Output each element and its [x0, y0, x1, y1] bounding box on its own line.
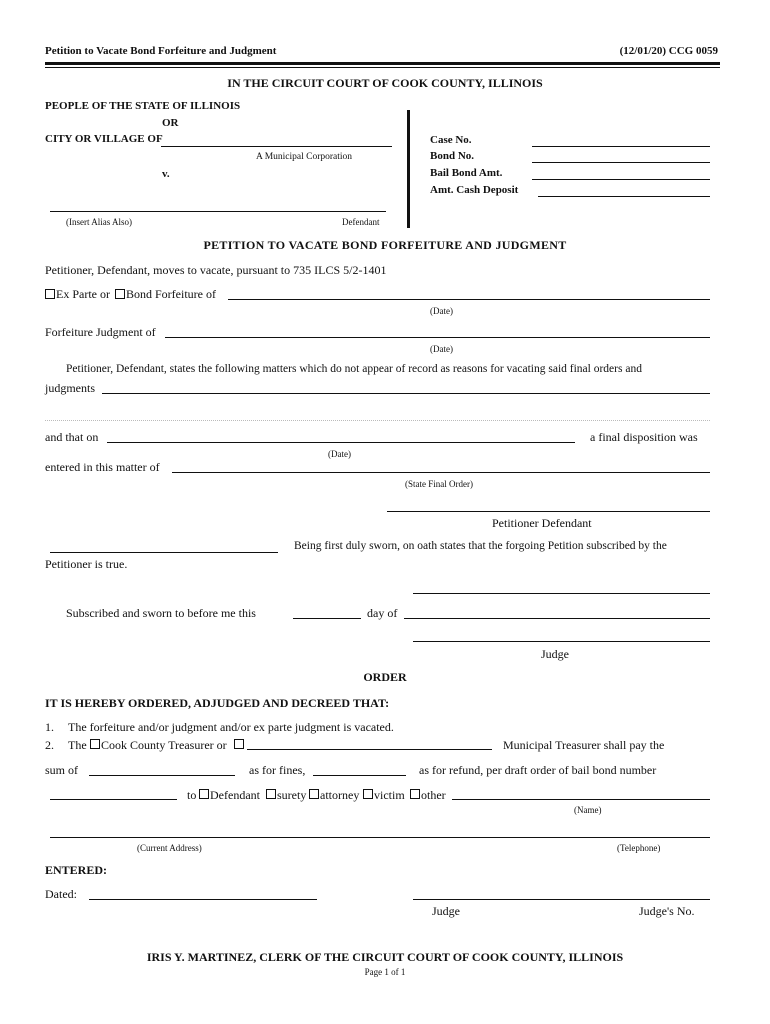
- caption-municipal: A Municipal Corporation: [256, 152, 353, 162]
- judgments-label: judgments: [45, 381, 95, 395]
- caption-divider: [407, 110, 410, 228]
- header-rule-thick: [45, 62, 720, 65]
- petitioner-true: Petitioner is true.: [45, 557, 128, 571]
- payee-victim-label: victim: [374, 788, 405, 802]
- caption-alias: (Insert Alias Also): [66, 217, 132, 227]
- petition-judge-label: Judge: [541, 647, 569, 661]
- day-of-label: day of: [367, 606, 398, 620]
- payee-other-checkbox[interactable]: [410, 789, 420, 799]
- final-order-field[interactable]: [172, 472, 710, 473]
- petition-judge-signature-field[interactable]: [413, 641, 710, 642]
- sum-field[interactable]: [89, 775, 235, 776]
- and-that-on-label: and that on: [45, 430, 99, 444]
- petition-intro: Petitioner, Defendant, moves to vacate, pursuant to 735 ILCS 5/2-1401: [45, 263, 387, 277]
- payee-name-field[interactable]: [452, 799, 710, 800]
- cook-county-treasurer-label: Cook County Treasurer or: [101, 738, 227, 752]
- reasons-field-2[interactable]: [45, 420, 710, 421]
- sworn-statement: Being first duly sworn, on oath states that the forgoing Petition subscribed by the: [294, 540, 667, 552]
- affiant-signature-field[interactable]: [50, 552, 278, 553]
- bail-amt-field[interactable]: [532, 179, 710, 180]
- petition-statement: Petitioner, Defendant, states the following matters which do not appear of record as reasons for vacating said final orders and: [66, 363, 642, 375]
- entered-heading: ENTERED:: [45, 863, 108, 877]
- final-disposition-label: a final disposition was: [590, 430, 698, 444]
- final-order-caption: (State Final Order): [405, 479, 473, 489]
- bond-forfeiture-label: Bond Forfeiture of: [126, 287, 216, 301]
- header-rule-thin: [45, 67, 720, 68]
- bond-forfeiture-checkbox[interactable]: [115, 289, 125, 299]
- bond-no-label: Bond No.: [430, 150, 475, 162]
- defendant-name-field[interactable]: [50, 211, 386, 212]
- form-code: (12/01/20) CCG 0059: [619, 45, 718, 57]
- petition-heading: PETITION TO VACATE BOND FORFEITURE AND JUDGMENT: [203, 238, 567, 252]
- ex-parte-label: Ex Parte or: [56, 287, 110, 301]
- page-number: Page 1 of 1: [364, 967, 406, 977]
- judge-no-label: Judge's No.: [639, 904, 695, 918]
- cash-deposit-field[interactable]: [538, 196, 710, 197]
- payee-other-label: other: [421, 788, 446, 802]
- to-label: to: [187, 788, 197, 802]
- city-field[interactable]: [161, 146, 392, 147]
- petitioner-signature-field[interactable]: [387, 511, 710, 512]
- dated-field[interactable]: [89, 899, 317, 900]
- caption-versus: v.: [162, 168, 170, 180]
- cash-deposit-label: Amt. Cash Deposit: [430, 184, 519, 196]
- payee-defendant-checkbox[interactable]: [199, 789, 209, 799]
- petitioner-defendant-label: Petitioner Defendant: [492, 516, 592, 530]
- payee-attorney-checkbox[interactable]: [309, 789, 319, 799]
- cook-county-treasurer-checkbox[interactable]: [90, 739, 100, 749]
- caption-people: PEOPLE OF THE STATE OF ILLINOIS: [45, 100, 241, 112]
- municipal-treasurer-field[interactable]: [247, 749, 492, 750]
- order-heading: ORDER: [363, 670, 407, 684]
- municipal-treasurer-checkbox[interactable]: [234, 739, 244, 749]
- order-item1: The forfeiture and/or judgment and/or ex parte judgment is vacated.: [68, 720, 394, 734]
- subscribed-day-field[interactable]: [293, 618, 361, 619]
- payee-attorney-label: attorney: [320, 788, 360, 802]
- notary-signature-field[interactable]: [413, 593, 710, 594]
- as-for-fines-label: as for fines,: [249, 763, 306, 777]
- payee-name-caption: (Name): [574, 805, 602, 815]
- caption-city: CITY OR VILLAGE OF: [45, 133, 163, 145]
- address-telephone-field[interactable]: [50, 837, 710, 838]
- disposition-date-caption: (Date): [328, 449, 351, 459]
- sum-of-label: sum of: [45, 763, 78, 777]
- payee-surety-label: surety: [277, 788, 307, 802]
- municipal-treasurer-label: Municipal Treasurer shall pay the: [503, 738, 665, 752]
- caption-defendant: Defendant: [342, 217, 380, 227]
- payee-victim-checkbox[interactable]: [363, 789, 373, 799]
- court-heading: IN THE CIRCUIT COURT OF COOK COUNTY, ILLINOIS: [227, 76, 543, 90]
- ex-parte-checkbox[interactable]: [45, 289, 55, 299]
- bond-no-field[interactable]: [532, 162, 710, 163]
- order-item2-the: The: [68, 738, 87, 752]
- subscribed-label: Subscribed and sworn to before me this: [66, 606, 256, 620]
- payee-surety-checkbox[interactable]: [266, 789, 276, 799]
- entered-matter-label: entered in this matter of: [45, 460, 160, 474]
- fines-field[interactable]: [313, 775, 406, 776]
- order-decree: IT IS HEREBY ORDERED, ADJUDGED AND DECREED THAT:: [45, 696, 390, 710]
- bond-forfeiture-date-field[interactable]: [228, 299, 710, 300]
- bond-forfeiture-date-caption: (Date): [430, 306, 453, 316]
- caption-or: OR: [162, 117, 179, 129]
- as-for-refund-label: as for refund, per draft order of bail bond number: [419, 763, 657, 777]
- order-item1-num: 1.: [45, 720, 54, 734]
- order-item2-num: 2.: [45, 738, 54, 752]
- disposition-date-field[interactable]: [107, 442, 575, 443]
- order-judge-label: Judge: [432, 904, 460, 918]
- refund-amount-field[interactable]: [50, 799, 177, 800]
- forfeiture-judgment-date-field[interactable]: [165, 337, 710, 338]
- clerk-footer: IRIS Y. MARTINEZ, CLERK OF THE CIRCUIT COURT OF COOK COUNTY, ILLINOIS: [146, 950, 624, 964]
- form-title: Petition to Vacate Bond Forfeiture and Judgment: [45, 45, 277, 57]
- order-judge-signature-field[interactable]: [413, 899, 710, 900]
- reasons-field-1[interactable]: [102, 393, 710, 394]
- payee-defendant-label: Defendant: [210, 788, 260, 802]
- case-no-field[interactable]: [532, 146, 710, 147]
- forfeiture-judgment-label: Forfeiture Judgment of: [45, 325, 156, 339]
- dated-label: Dated:: [45, 887, 77, 901]
- bail-amt-label: Bail Bond Amt.: [430, 167, 503, 179]
- forfeiture-judgment-date-caption: (Date): [430, 344, 453, 354]
- case-no-label: Case No.: [430, 134, 472, 146]
- current-address-caption: (Current Address): [137, 843, 202, 853]
- subscribed-month-field[interactable]: [404, 618, 710, 619]
- telephone-caption: (Telephone): [617, 843, 661, 853]
